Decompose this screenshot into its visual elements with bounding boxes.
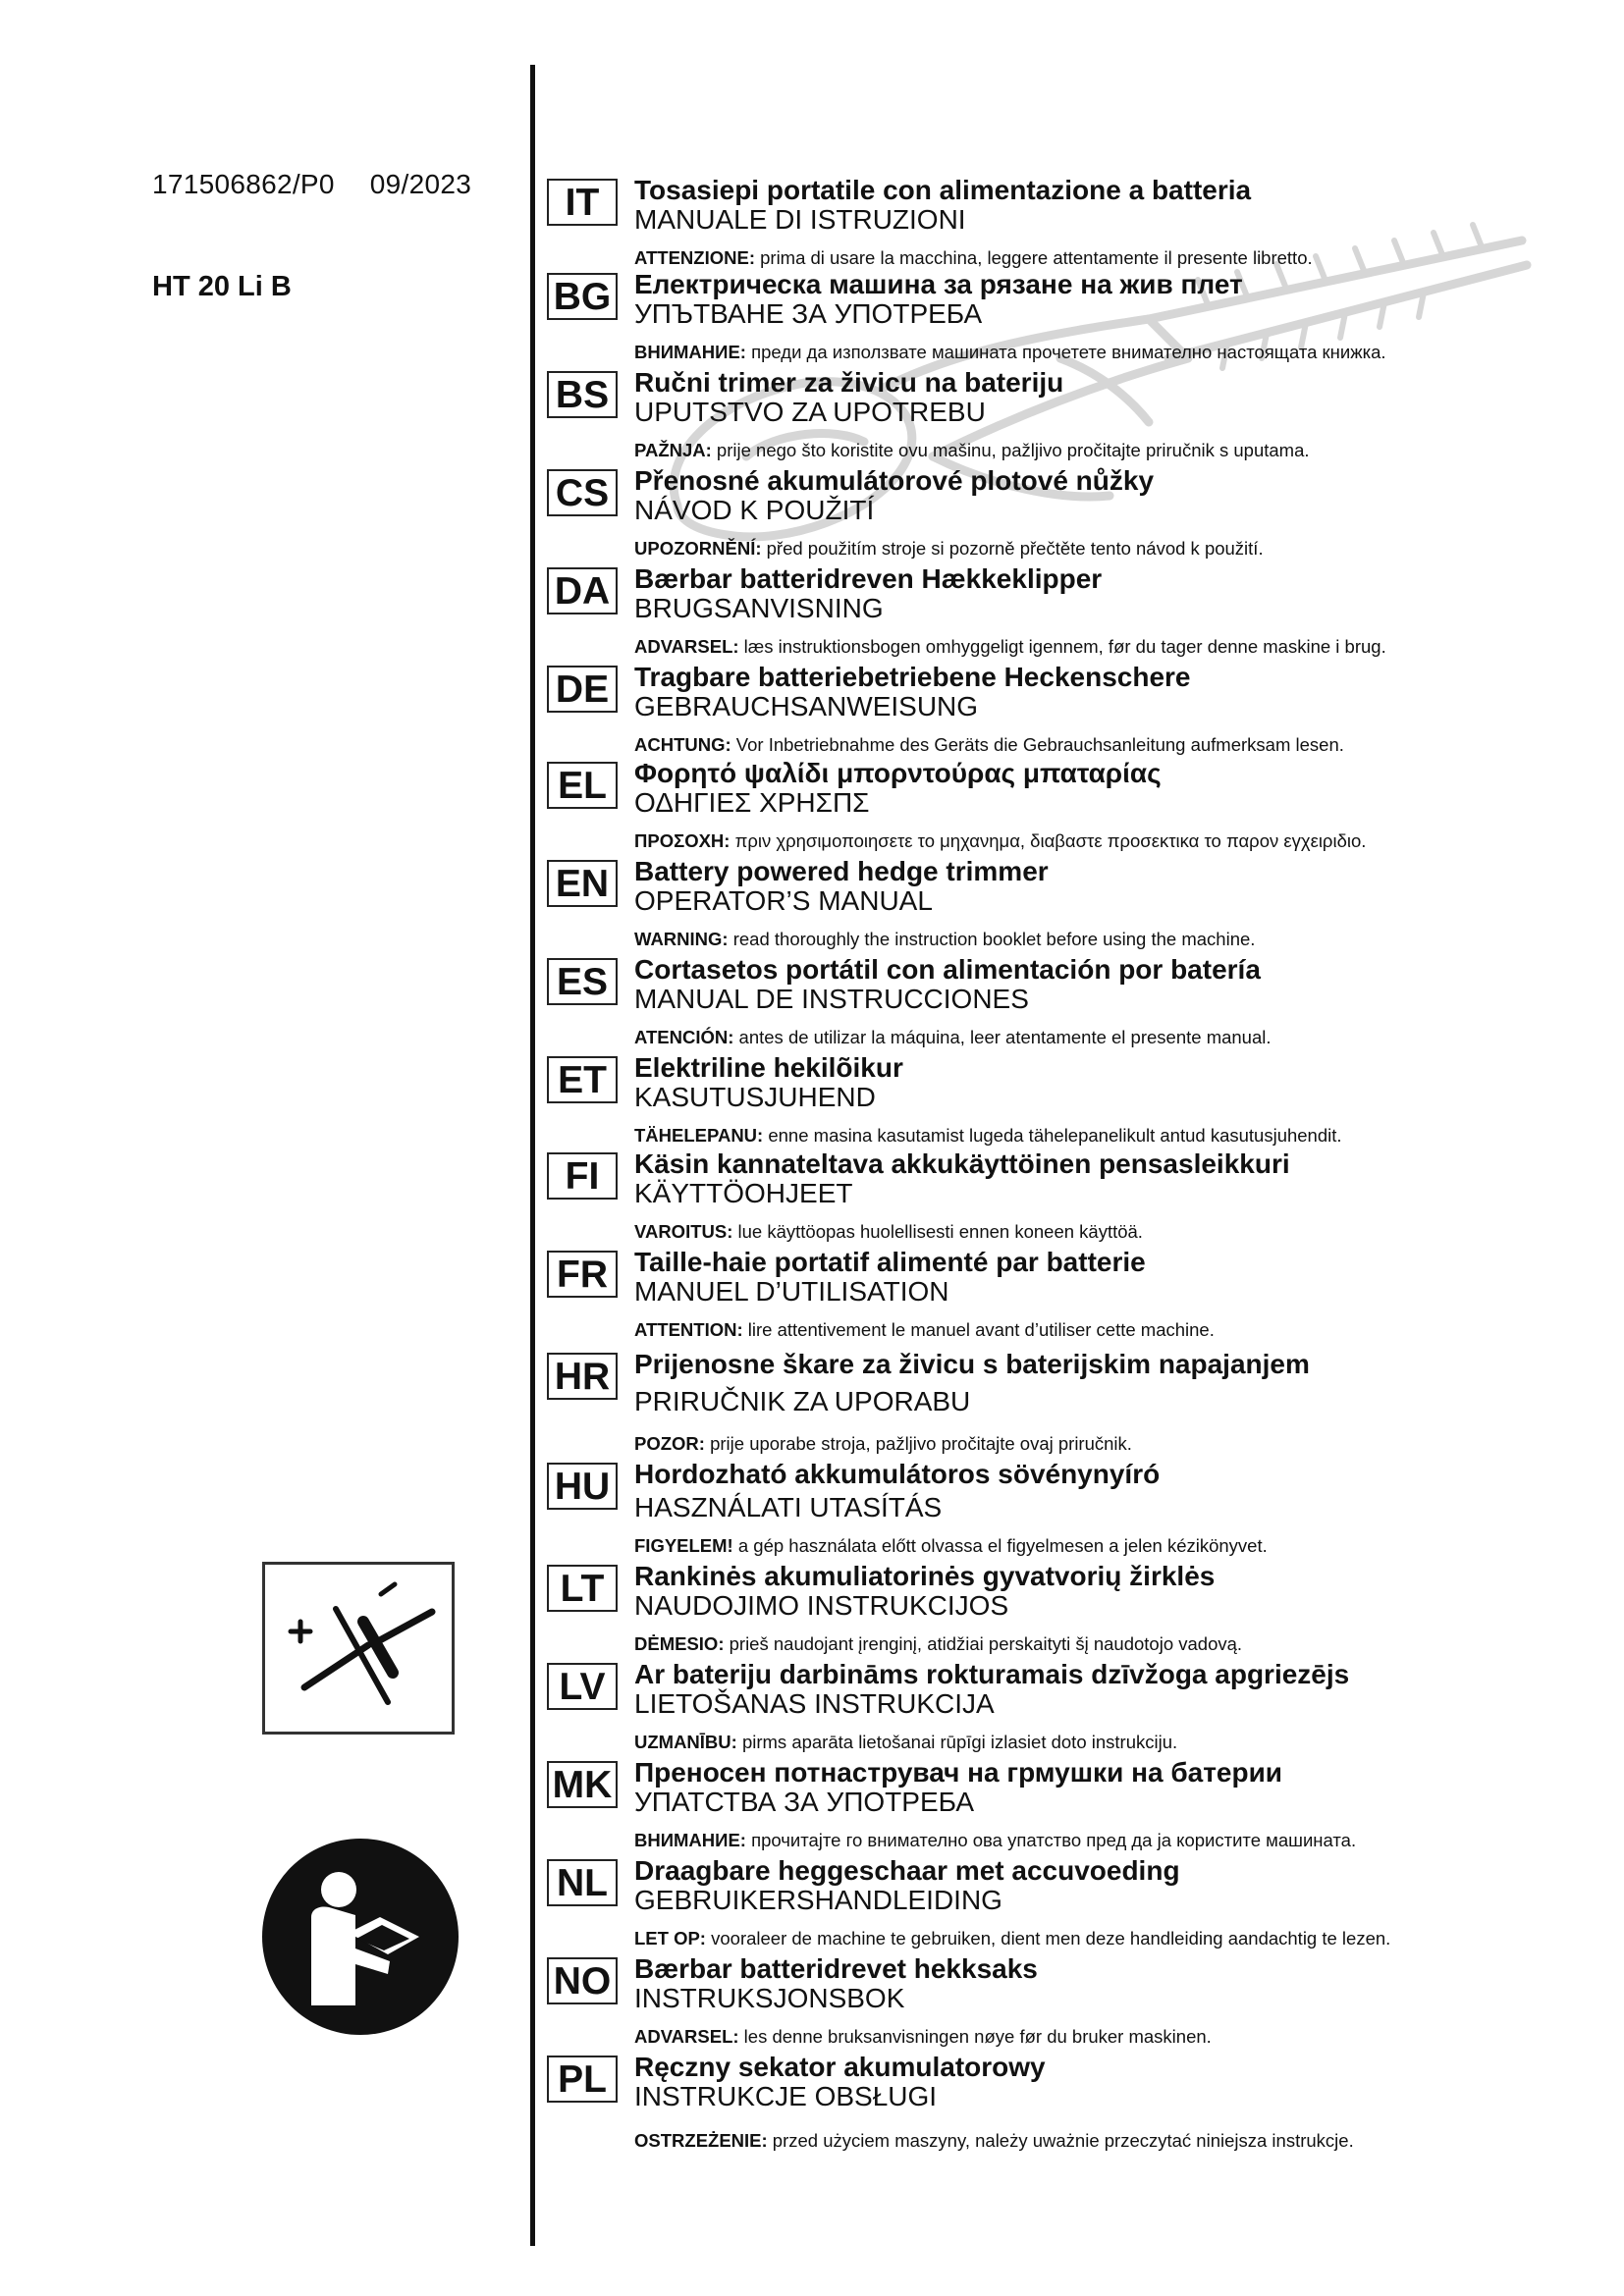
language-code: BG [547, 273, 618, 320]
entry-el [547, 760, 1597, 858]
entry-warning [634, 1732, 1177, 1752]
entry-warning [634, 1027, 1272, 1047]
entry-subtitle: ΟΔΗΓΙΕΣ ΧΡΗΣΠΣ [634, 787, 870, 818]
entry-subtitle: KÄYTTÖOHJEET [634, 1178, 853, 1208]
warning-text: прочитајте го внимателно ова упатство пред да ја користите машината. [745, 1830, 1357, 1850]
warning-label: VAROITUS: [634, 1221, 733, 1242]
warning-label: TÄHELEPANU: [634, 1125, 764, 1146]
entry-title: Bærbar batteridrevet hekksaks [634, 1953, 1038, 1984]
warning-label: WARNING: [634, 929, 729, 949]
warning-text: læs instruktionsbogen omhyggeligt igennem, før du tager denne maskine i brug. [738, 636, 1386, 657]
warning-label: ВНИМАНИЕ: [634, 1830, 746, 1850]
entry-subtitle: LIETOŠANAS INSTRUKCIJA [634, 1688, 995, 1719]
language-code: DA [547, 567, 618, 614]
entry-title: Battery powered hedge trimmer [634, 856, 1049, 886]
warning-label: ΠΡΟΣΟΧΗ: [634, 830, 731, 851]
entry-de [547, 664, 1597, 762]
entry-title: Taille-haie portatif alimenté par batterie [634, 1247, 1146, 1277]
language-code: IT [547, 179, 618, 226]
entry-warning [634, 1221, 1143, 1242]
language-code: BS [547, 371, 618, 418]
entry-subtitle: INSTRUKCJE OBSŁUGI [634, 2081, 938, 2111]
warning-label: ACHTUNG: [634, 734, 731, 755]
entry-lv [547, 1661, 1597, 1759]
entry-subtitle: UPUTSTVO ZA UPOTREBU [634, 397, 986, 427]
language-code: MK [547, 1761, 618, 1808]
warning-text: prima di usare la macchina, leggere attentamente il presente libretto. [754, 247, 1313, 268]
entry-subtitle: GEBRUIKERSHANDLEIDING [634, 1885, 1002, 1915]
entry-title: Електрическа машина за рязане на жив плет [634, 269, 1243, 299]
entry-warning [634, 1535, 1268, 1556]
entry-subtitle: УПАТСТВА ЗА УПОТРЕБА [634, 1787, 975, 1817]
warning-label: ATTENZIONE: [634, 247, 755, 268]
warning-text: antes de utilizar la máquina, leer atentamente el presente manual. [733, 1027, 1272, 1047]
entry-title: Cortasetos portátil con alimentación por batería [634, 954, 1261, 985]
entry-warning [634, 929, 1255, 949]
language-code: FR [547, 1251, 618, 1298]
entry-warning [634, 247, 1313, 268]
warning-label: UPOZORNĚNÍ: [634, 538, 762, 559]
entry-subtitle: MANUEL D’UTILISATION [634, 1276, 949, 1307]
entry-title: Ręczny sekator akumulatorowy [634, 2052, 1046, 2082]
document-number: 171506862/P0 [152, 169, 335, 199]
entry-title: Φορητό ψαλίδι μπορντούρας μπαταρίας [634, 758, 1162, 788]
warning-text: Vor Inbetriebnahme des Geräts die Gebrauchsanleitung aufmerksam lesen. [731, 734, 1344, 755]
language-code: ET [547, 1056, 618, 1103]
warning-label: UZMANĪBU: [634, 1732, 737, 1752]
warning-label: OSTRZEŻENIE: [634, 2130, 768, 2151]
entry-title: Преносен потнаструвач на грмушки на батерии [634, 1757, 1283, 1788]
warning-label: ADVARSEL: [634, 2026, 739, 2047]
entry-warning [634, 1433, 1132, 1454]
language-code: NL [547, 1859, 618, 1906]
language-code: LT [547, 1565, 618, 1612]
warning-text: les denne bruksanvisningen nøye før du bruker maskinen. [738, 2026, 1212, 2047]
entry-title: Rankinės akumuliatorinės gyvatvorių žirklės [634, 1561, 1216, 1591]
entry-title: Elektriline hekilõikur [634, 1052, 903, 1083]
entry-title: Přenosné akumulátorové plotové nůžky [634, 465, 1155, 496]
entry-bg [547, 271, 1597, 369]
entry-subtitle: MANUALE DI ISTRUZIONI [634, 204, 966, 235]
warning-label: POZOR: [634, 1433, 705, 1454]
entry-mk [547, 1759, 1597, 1857]
language-code: PL [547, 2056, 618, 2103]
model-name: HT 20 Li B [152, 271, 292, 302]
entry-fr [547, 1249, 1597, 1347]
language-code: HR [547, 1353, 618, 1400]
warning-text: vooraleer de machine te gebruiken, dient men deze handleiding aandachtig te lezen. [705, 1928, 1391, 1949]
warning-text: prieš naudojant įrenginį, atidžiai perskaityti šį naudotojo vadovą. [724, 1633, 1243, 1654]
warning-label: ATENCIÓN: [634, 1027, 734, 1047]
warning-text: przed użyciem maszyny, należy uważnie przeczytać niniejsza instrukcje. [767, 2130, 1354, 2151]
entry-warning [634, 2130, 1354, 2151]
document-date: 09/2023 [369, 169, 472, 199]
entry-warning [634, 636, 1386, 657]
entry-pl [547, 2054, 1597, 2152]
entry-title: Tosasiepi portatile con alimentazione a batteria [634, 175, 1252, 205]
entry-nl [547, 1857, 1597, 1955]
entry-et [547, 1054, 1597, 1152]
warning-label: LET OP: [634, 1928, 706, 1949]
entry-title: Hordozható akkumulátoros sövénynyíró [634, 1459, 1161, 1489]
entry-warning [634, 1319, 1215, 1340]
entry-title: Draagbare heggeschaar met accuvoeding [634, 1855, 1180, 1886]
entry-no [547, 1955, 1597, 2054]
language-code: DE [547, 666, 618, 713]
entry-warning [634, 342, 1386, 362]
language-code: NO [547, 1957, 618, 2004]
warning-label: ВНИМАНИЕ: [634, 342, 746, 362]
language-code: HU [547, 1463, 618, 1510]
entry-subtitle: PRIRUČNIK ZA UPORABU [634, 1386, 971, 1416]
warning-text: prije uporabe stroja, pažljivo pročitajte ovaj priručnik. [704, 1433, 1132, 1454]
warning-text: lue käyttöopas huolellisesti ennen koneen käyttöä. [732, 1221, 1143, 1242]
warning-text: pirms aparāta lietošanai rūpīgi izlasiet doto instrukciju. [736, 1732, 1178, 1752]
warning-label: PAŽNJA: [634, 440, 712, 460]
warning-text: enne masina kasutamist lugeda tähelepanelikult antud kasutusjuhendit. [763, 1125, 1342, 1146]
entry-subtitle: УПЪТВАНЕ ЗА УПОТРЕБА [634, 298, 983, 329]
entry-warning [634, 538, 1264, 559]
language-code: LV [547, 1663, 618, 1710]
warning-label: ADVARSEL: [634, 636, 739, 657]
entry-title: Ar bateriju darbināms rokturamais dzīvžoga apgriezējs [634, 1659, 1350, 1689]
language-code: FI [547, 1152, 618, 1200]
warning-text: před použitím stroje si pozorně přečtěte tento návod k použití. [761, 538, 1264, 559]
entry-lt [547, 1563, 1597, 1661]
entry-warning [634, 1125, 1342, 1146]
entry-it [547, 177, 1597, 275]
entry-title: Käsin kannateltava akkukäyttöinen pensasleikkuri [634, 1148, 1290, 1179]
entry-warning [634, 734, 1344, 755]
entry-warning [634, 440, 1310, 460]
warning-text: πριν χρησιμοποιησετε το μηχανημα, διαβαστε προσεκτικα το παρον εγχειριδιο. [730, 830, 1367, 851]
language-code: EL [547, 762, 618, 809]
entry-title: Ručni trimer za živicu na bateriju [634, 367, 1064, 398]
read-manual-icon [262, 1839, 459, 2035]
entry-warning [634, 1928, 1390, 1949]
entry-title: Bærbar batteridreven Hækkeklipper [634, 563, 1103, 594]
entry-subtitle: NÁVOD K POUŽITÍ [634, 495, 875, 525]
warning-text: преди да използвате машината прочетете внимателно настоящата книжка. [745, 342, 1386, 362]
entry-hu [547, 1461, 1597, 1559]
entry-subtitle: HASZNÁLATI UTASÍTÁS [634, 1492, 943, 1522]
entry-bs [547, 369, 1597, 467]
warning-text: a gép használata előtt olvassa el figyelmesen a jelen kézikönyvet. [732, 1535, 1268, 1556]
entry-subtitle: KASUTUSJUHEND [634, 1082, 876, 1112]
language-code: CS [547, 469, 618, 516]
language-code: ES [547, 958, 618, 1005]
entry-hr [547, 1349, 1597, 1454]
entry-en [547, 858, 1597, 956]
entry-subtitle: OPERATOR’S MANUAL [634, 885, 933, 916]
entry-title: Tragbare batteriebetriebene Heckenschere [634, 662, 1191, 692]
entry-warning [634, 1830, 1356, 1850]
entry-subtitle: MANUAL DE INSTRUCCIONES [634, 984, 1029, 1014]
entry-warning [634, 830, 1366, 851]
document-code [152, 169, 471, 200]
entry-fi [547, 1150, 1597, 1249]
vertical-divider [530, 65, 535, 2246]
language-code: EN [547, 860, 618, 907]
entry-title: Prijenosne škare za živicu s baterijskim napajanjem [634, 1349, 1310, 1379]
entry-subtitle: GEBRAUCHSANWEISUNG [634, 691, 979, 721]
entry-subtitle: INSTRUKSJONSBOK [634, 1983, 905, 2013]
entry-da [547, 565, 1597, 664]
warning-text: read thoroughly the instruction booklet before using the machine. [728, 929, 1256, 949]
warning-label: FIGYELEM! [634, 1535, 733, 1556]
warning-label: DĖMESIO: [634, 1633, 725, 1654]
entry-subtitle: BRUGSANVISNING [634, 593, 884, 623]
entry-warning [634, 2026, 1212, 2047]
entry-es [547, 956, 1597, 1054]
warning-label: ATTENTION: [634, 1319, 743, 1340]
entry-cs [547, 467, 1597, 565]
entry-subtitle: NAUDOJIMO INSTRUKCIJOS [634, 1590, 1009, 1621]
warning-text: prije nego što koristite ovu mašinu, pažljivo pročitajte priručnik s uputama. [711, 440, 1310, 460]
battery-polarity-icon [262, 1562, 455, 1735]
entry-warning [634, 1633, 1242, 1654]
warning-text: lire attentivement le manuel avant d’utiliser cette machine. [742, 1319, 1215, 1340]
